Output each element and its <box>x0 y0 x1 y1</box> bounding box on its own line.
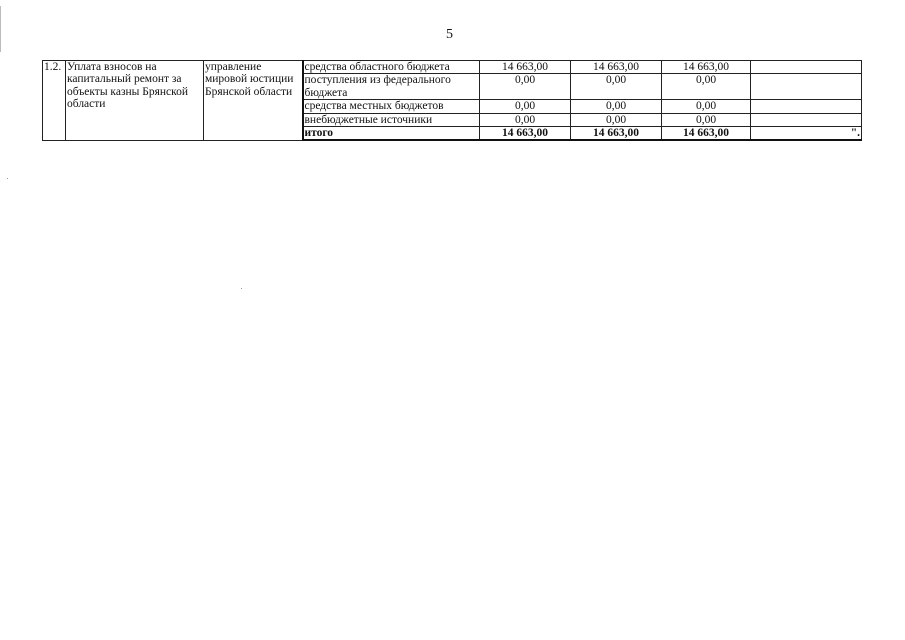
value-cell: 0,00 <box>571 113 662 126</box>
scan-speck <box>7 178 8 179</box>
extra-cell <box>751 61 862 74</box>
value-cell: 0,00 <box>571 100 662 113</box>
funding-source-cell: внебюджетные источники <box>303 113 480 126</box>
funding-source-cell: средства областного бюджета <box>303 61 480 74</box>
extra-cell <box>751 113 862 126</box>
value-cell: 0,00 <box>662 113 751 126</box>
value-cell: 0,00 <box>571 74 662 100</box>
item-name-cell: Уплата взносов на капитальный ремонт за объекты казны Брянской области <box>66 61 204 141</box>
item-number-cell: 1.2. <box>43 61 66 141</box>
budget-table <box>42 60 862 141</box>
value-cell: 0,00 <box>662 74 751 100</box>
extra-cell <box>751 74 862 100</box>
value-cell: 0,00 <box>480 74 571 100</box>
total-value-cell: 14 663,00 <box>480 127 571 141</box>
page-number: 5 <box>446 27 453 42</box>
value-cell: 0,00 <box>662 100 751 113</box>
value-cell: 14 663,00 <box>480 61 571 74</box>
funding-source-cell: средства местных бюджетов <box>303 100 480 113</box>
total-value-cell: 14 663,00 <box>571 127 662 141</box>
value-cell: 0,00 <box>480 100 571 113</box>
value-cell: 14 663,00 <box>571 61 662 74</box>
closing-quote-mark: ". <box>751 127 862 141</box>
value-cell: 14 663,00 <box>662 61 751 74</box>
extra-cell <box>751 100 862 113</box>
funding-source-cell: поступления из федерального бюджета <box>303 74 480 100</box>
scan-margin-mark <box>0 6 1 52</box>
table-row <box>43 61 862 74</box>
total-value-cell: 14 663,00 <box>662 127 751 141</box>
executor-cell: управление мировой юстиции Брянской области <box>204 61 303 141</box>
total-label-cell: итого <box>303 127 480 141</box>
value-cell: 0,00 <box>480 113 571 126</box>
scan-speck <box>241 288 242 289</box>
